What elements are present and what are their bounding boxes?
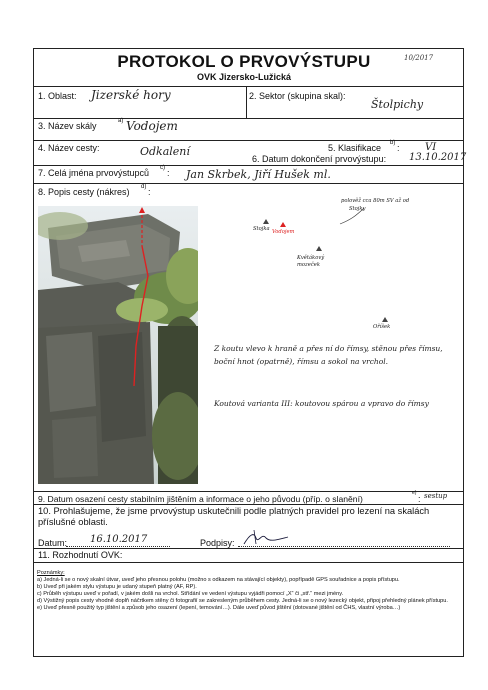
popis-label: 8. Popis cesty (nákres) [38,187,130,197]
route-line [38,206,198,484]
signature [240,528,300,548]
peak-kvetakovy-icon [316,246,322,251]
peak-vodojem-icon [280,222,286,227]
route-variant: Koutová varianta III: koutovou spárou a vpravo do římsy [214,399,429,408]
column-divider [246,86,247,118]
prvovystupci-label: 7. Celá jména prvovýstupců [38,168,150,178]
row-divider [33,118,464,119]
datum-value: 16.10.2017 [90,534,148,545]
page-subtitle: OVK Jizersko-Lužická [196,72,292,82]
peak-vodojem-label: Vodojem [272,229,295,235]
oblast-value: Jizerské hory [91,88,171,102]
footnote-c-marker: c) [160,165,165,171]
note-item: a) Jedná-li se o nový skalní útvar, uveď jeho přesnou polohu (možno s odkazem na stávající objekty), popřípadě GPS souřadnice a popis přístupu. [37,577,400,584]
peak-orecek-icon [382,317,388,322]
row-divider [33,491,464,492]
row-divider [33,183,464,184]
protocol-number: 10/2017 [404,54,434,62]
sketch-arrow [336,206,366,228]
row-divider [33,504,464,505]
sektor-value: Štolpichy [371,98,424,111]
route-description: Z koutu vlevo k hraně a přes ní do římsy, stěnou přes římsu, boční hnot (opatrně), římsu a sokol na vrchol. [214,344,443,366]
osazeni-value: sestup [424,492,448,500]
podpisy-label: Podpisy: [200,538,235,548]
footnote-b-marker: b) [390,140,396,146]
cesta-value: Odkalení [140,145,190,158]
oblast-label: 1. Oblast: [38,91,77,101]
peak-stojka-icon [263,219,269,224]
skala-label: 3. Název skály [38,121,97,131]
note-item: d) Výstižný popis cesty vhodně doplň náčrtkem stěny či fotografií se zakresleným průběhem cesty. Jedná-li se o nový lezecký objekt, připoj přehledný plánek přístupu. [37,598,448,605]
row-divider [33,140,464,141]
klasifikace-label: 5. Klasifikace [328,143,382,153]
prohlaseni-text: 10. Prohlašujeme, že jsme prvovýstup uskutečnili podle platných pravidel pro lezení na skalách příslušné oblasti. [38,506,430,527]
peak-stojka-label: Stojka [253,226,270,232]
peak-kvetakovy-label: Květákový mozeček [297,255,325,268]
datum-label: Datum: [38,538,68,548]
row-divider [33,165,464,166]
note-item: e) Uveď přesně použitý typ jištění a způsob jeho osazení (lepení, temování…). Dále uveď původ jištění (dotované jištění od ČHS, vlastní výroba…) [37,605,401,612]
sektor-label: 2. Sektor (skupina skal): [249,91,346,101]
footnote-e-marker: e) [412,490,417,496]
row-divider [33,562,464,563]
rozhodnuti-label: 11. Rozhodnutí OVK: [38,550,123,560]
klasifikace-value: VI [425,142,437,153]
footnote-a-marker: a) [118,118,124,124]
notes-section [37,570,457,613]
datum-dokonceni-value: 13.10.2017 [409,152,467,163]
row-divider [33,548,464,549]
peak-orecek-label: Oříšek [373,324,391,330]
sketch-note: polověž cca 80m SV až od [341,198,410,204]
row-divider [33,86,464,87]
datum-line [66,546,170,547]
page-title: PROTOKOL O PRVOVÝSTUPU [117,52,371,71]
skala-value: Vodojem [126,119,178,133]
datum-dokonceni-label: 6. Datum dokončení prvovýstupu: [252,154,387,164]
footnote-d-marker: d) [141,184,147,190]
prvovystupci-value: Jan Skrbek, Jiří Hušek ml. [186,168,331,181]
note-item: c) Průběh výstupu uveď v pořadí, v jakém došli na vrchol. Střídání ve vedení výstupu vyjádři pomocí „X“ či „stř.“ mezi jmény. [37,591,344,598]
cesta-label: 4. Název cesty: [38,143,100,153]
note-item: b) Uveď při jakém stylu výstupu je udaný stupeň platný (AF, RP). [37,584,197,591]
notes-heading: Poznámky: [37,570,65,576]
osazeni-label: 9. Datum osazení cesty stabilním jištěním a informace o jeho původu (příp. o slanění) [38,494,363,504]
